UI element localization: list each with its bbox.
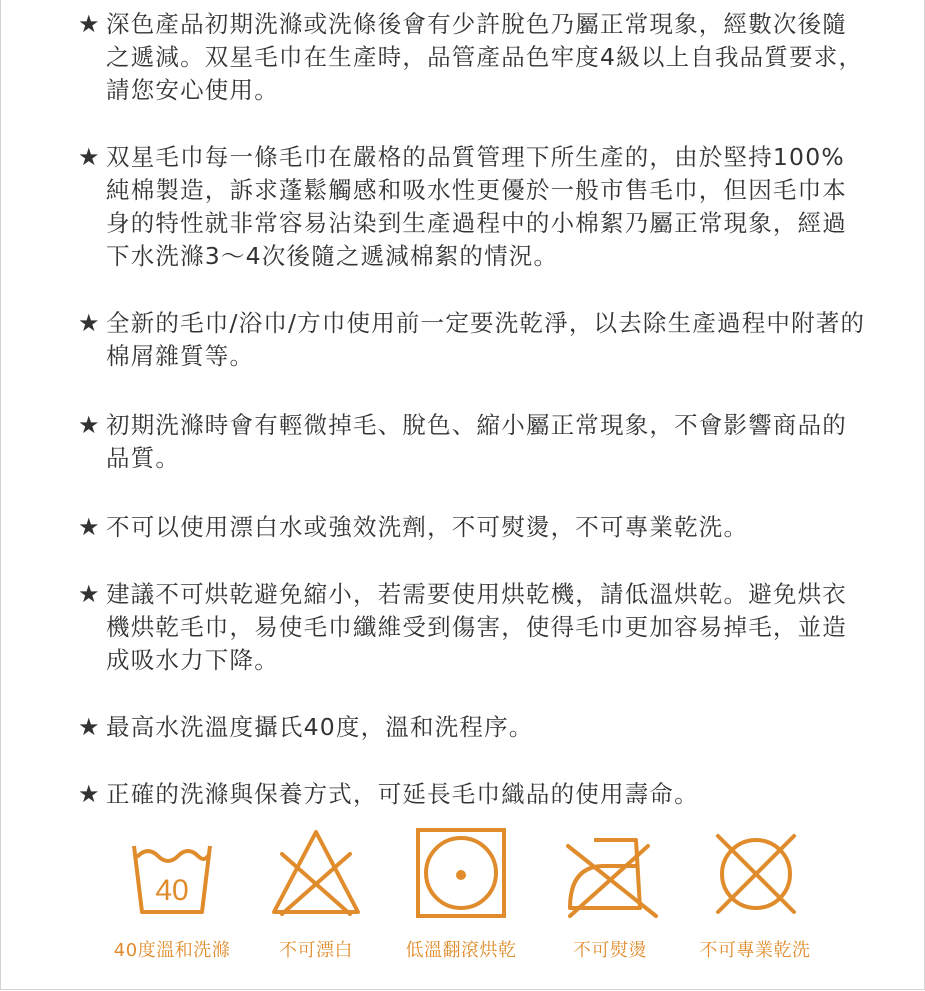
tumble-dry-low-label: 低溫翻滾烘乾 [405,940,517,961]
note-proper-care [78,778,868,811]
no-dry-clean-icon [708,826,804,922]
no-bleach-label: 不可漂白 [279,940,353,961]
note-text: 正確的洗滌與保養方式，可延長毛巾織品的使用壽命。 [106,780,699,808]
star-bullet-icon: ★ [78,780,100,808]
star-bullet-icon: ★ [78,580,100,608]
no-bleach-icon [270,826,362,918]
note-text: 不可以使用漂白水或強效洗劑，不可熨燙，不可專業乾洗。 [106,513,749,541]
note-drying [78,578,868,677]
star-bullet-icon: ★ [78,713,100,741]
note-text: 双星毛巾每一條毛巾在嚴格的品質管理下所生產的，由於堅持100%純棉製造，訴求蓬鬆觸感和吸水性更優於一般市售毛巾，但因毛巾本身的特性就非常容易沾染到生產過程中的小棉絮乃屬正常現象，經過下水洗滌3～4次後隨之遞減棉絮的情況。 [106,143,847,270]
note-text: 全新的毛巾/浴巾/方巾使用前一定要洗乾淨，以去除生產過程中附著的棉屑雜質等。 [106,309,866,370]
wash-40-icon [130,826,214,918]
no-dry-clean-label: 不可專業乾洗 [699,940,811,961]
star-bullet-icon: ★ [78,309,100,337]
note-text: 深色產品初期洗滌或洗條後會有少許脫色乃屬正常現象，經數次後隨之遞減。双星毛巾在生產時，品管產品色牢度4級以上自我品質要求，請您安心使用。 [106,10,864,104]
note-text: 最高水洗溫度攝氏40度，溫和洗程序。 [106,713,534,741]
note-cotton-lint [78,141,868,273]
care-symbols [100,826,840,976]
note-no-bleach [78,511,868,544]
note-wash-before-use [78,307,868,373]
star-bullet-icon: ★ [78,10,100,38]
care-notes-list [78,8,868,811]
wash-label: 40度溫和洗滌 [113,940,231,961]
note-color-fade [78,8,868,107]
star-bullet-icon: ★ [78,411,100,439]
note-text: 初期洗滌時會有輕微掉毛、脫色、縮小屬正常現象，不會影響商品的品質。 [106,411,847,472]
star-bullet-icon: ★ [78,513,100,541]
no-iron-icon [564,826,660,920]
note-max-temperature [78,711,868,744]
star-bullet-icon: ★ [78,143,100,171]
wash-temperature-value: 40 [155,874,189,907]
note-text: 建議不可烘乾避免縮小，若需要使用烘乾機，請低溫烘乾。避免烘衣機烘乾毛巾，易使毛巾纖維受到傷害，使得毛巾更加容易掉毛，並造成吸水力下降。 [106,580,847,674]
tumble-dry-low-icon [414,826,508,920]
note-initial-washing [78,409,868,475]
no-iron-label: 不可熨燙 [573,940,647,961]
